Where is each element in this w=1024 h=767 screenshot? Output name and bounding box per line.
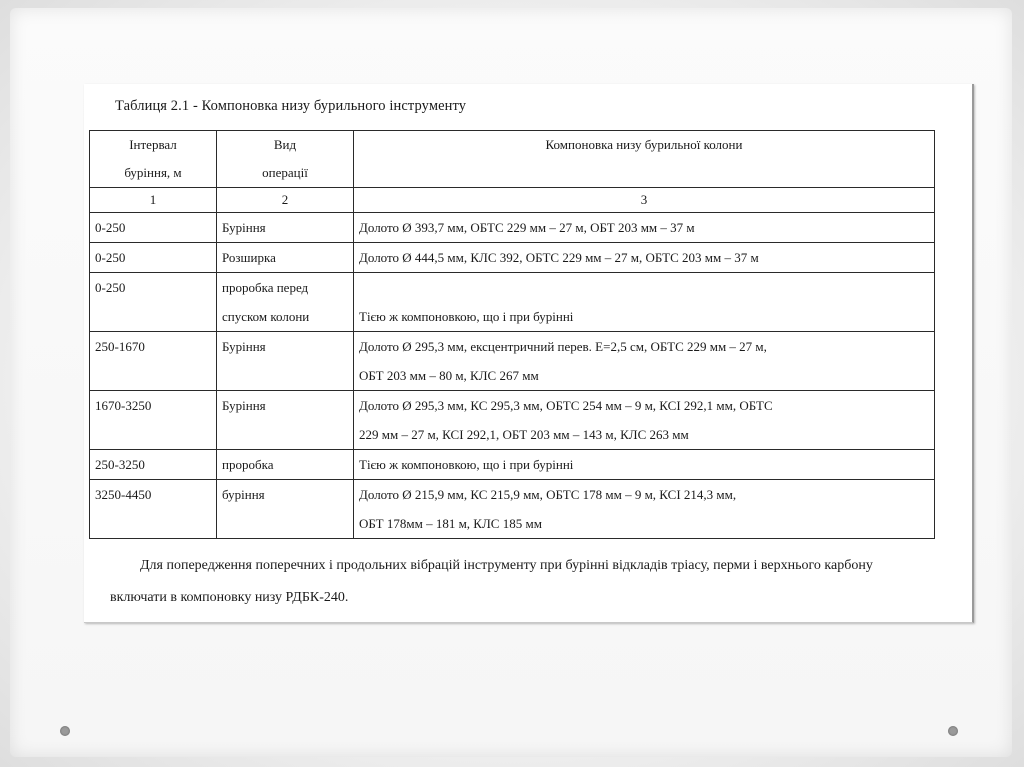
operation-line: Буріння bbox=[222, 398, 266, 413]
operation-line: спуском колони bbox=[222, 309, 310, 324]
table-row bbox=[90, 332, 935, 391]
cell-interval: 0-250 bbox=[90, 273, 217, 332]
assembly-line: Тією ж компоновкою, що і при бурінні bbox=[359, 309, 574, 324]
cell-assembly bbox=[354, 213, 935, 243]
cell-assembly bbox=[354, 273, 935, 332]
nav-dot-right bbox=[948, 726, 958, 736]
table-header-row bbox=[90, 131, 935, 188]
cell-assembly bbox=[354, 332, 935, 391]
cell-assembly bbox=[354, 391, 935, 450]
assembly-line: Долото Ø 295,3 мм, ексцентричний перев. Е=2,5 см, ОБТС 229 мм – 27 м, bbox=[359, 339, 767, 354]
table-row bbox=[90, 450, 935, 480]
assembly-line: Долото Ø 215,9 мм, КС 215,9 мм, ОБТС 178 мм – 9 м, КСІ 214,3 мм, bbox=[359, 487, 737, 502]
assembly-line: Долото Ø 393,7 мм, ОБТС 229 мм – 27 м, ОБТ 203 мм – 37 м bbox=[359, 220, 695, 235]
cell-assembly bbox=[354, 243, 935, 273]
cell-interval: 250-3250 bbox=[90, 450, 217, 480]
operation-line: проробка bbox=[222, 457, 274, 472]
cell-operation bbox=[217, 213, 354, 243]
assembly-line: ОБТ 203 мм – 80 м, КЛС 267 мм bbox=[359, 368, 539, 383]
cell-interval: 1670-3250 bbox=[90, 391, 217, 450]
header-interval: Інтервал буріння, м bbox=[90, 131, 217, 188]
cell-interval: 0-250 bbox=[90, 243, 217, 273]
cell-interval: 250-1670 bbox=[90, 332, 217, 391]
table-row bbox=[90, 480, 935, 539]
assembly-line: Долото Ø 295,3 мм, КС 295,3 мм, ОБТС 254 мм – 9 м, КСІ 292,1 мм, ОБТС bbox=[359, 398, 773, 413]
assembly-line: Долото Ø 444,5 мм, КЛС 392, ОБТС 229 мм – 27 м, ОБТС 203 мм – 37 м bbox=[359, 250, 759, 265]
column-number: 2 bbox=[217, 188, 354, 213]
table-row bbox=[90, 273, 935, 332]
header-operation: Вид операції bbox=[217, 131, 354, 188]
assembly-line: 229 мм – 27 м, КСІ 292,1, ОБТ 203 мм – 143 м, КЛС 263 мм bbox=[359, 427, 689, 442]
cell-assembly bbox=[354, 450, 935, 480]
table-body bbox=[90, 213, 935, 539]
operation-line: Буріння bbox=[222, 339, 266, 354]
column-number: 3 bbox=[354, 188, 935, 213]
drilling-assembly-table bbox=[89, 130, 935, 539]
document-image bbox=[84, 84, 974, 623]
cell-operation bbox=[217, 480, 354, 539]
header-assembly: Компоновка низу бурильної колони bbox=[354, 131, 935, 188]
nav-dot-left bbox=[60, 726, 70, 736]
table-row bbox=[90, 213, 935, 243]
operation-line: проробка перед bbox=[222, 280, 309, 295]
table-caption: Таблиця 2.1 - Компоновка низу бурильного інструменту bbox=[115, 98, 467, 114]
cell-operation bbox=[217, 273, 354, 332]
operation-line: буріння bbox=[222, 487, 265, 502]
body-paragraph: Для попередження поперечних і продольних вібрацій інструменту при бурінні відкладів тріасу, перми і верхнього карбону включати в компоновку низу РДБК-240. bbox=[110, 558, 873, 605]
assembly-line: Тією ж компоновкою, що і при бурінні bbox=[359, 457, 574, 472]
table-row bbox=[90, 391, 935, 450]
assembly-line bbox=[359, 273, 929, 302]
column-number-row bbox=[90, 188, 935, 213]
cell-operation bbox=[217, 243, 354, 273]
cell-operation bbox=[217, 391, 354, 450]
operation-line: Буріння bbox=[222, 220, 266, 235]
column-number: 1 bbox=[90, 188, 217, 213]
assembly-line: ОБТ 178мм – 181 м, КЛС 185 мм bbox=[359, 516, 542, 531]
table-row bbox=[90, 243, 935, 273]
cell-interval: 0-250 bbox=[90, 213, 217, 243]
cell-operation bbox=[217, 450, 354, 480]
cell-interval: 3250-4450 bbox=[90, 480, 217, 539]
cell-operation bbox=[217, 332, 354, 391]
cell-assembly bbox=[354, 480, 935, 539]
operation-line: Розширка bbox=[222, 250, 276, 265]
